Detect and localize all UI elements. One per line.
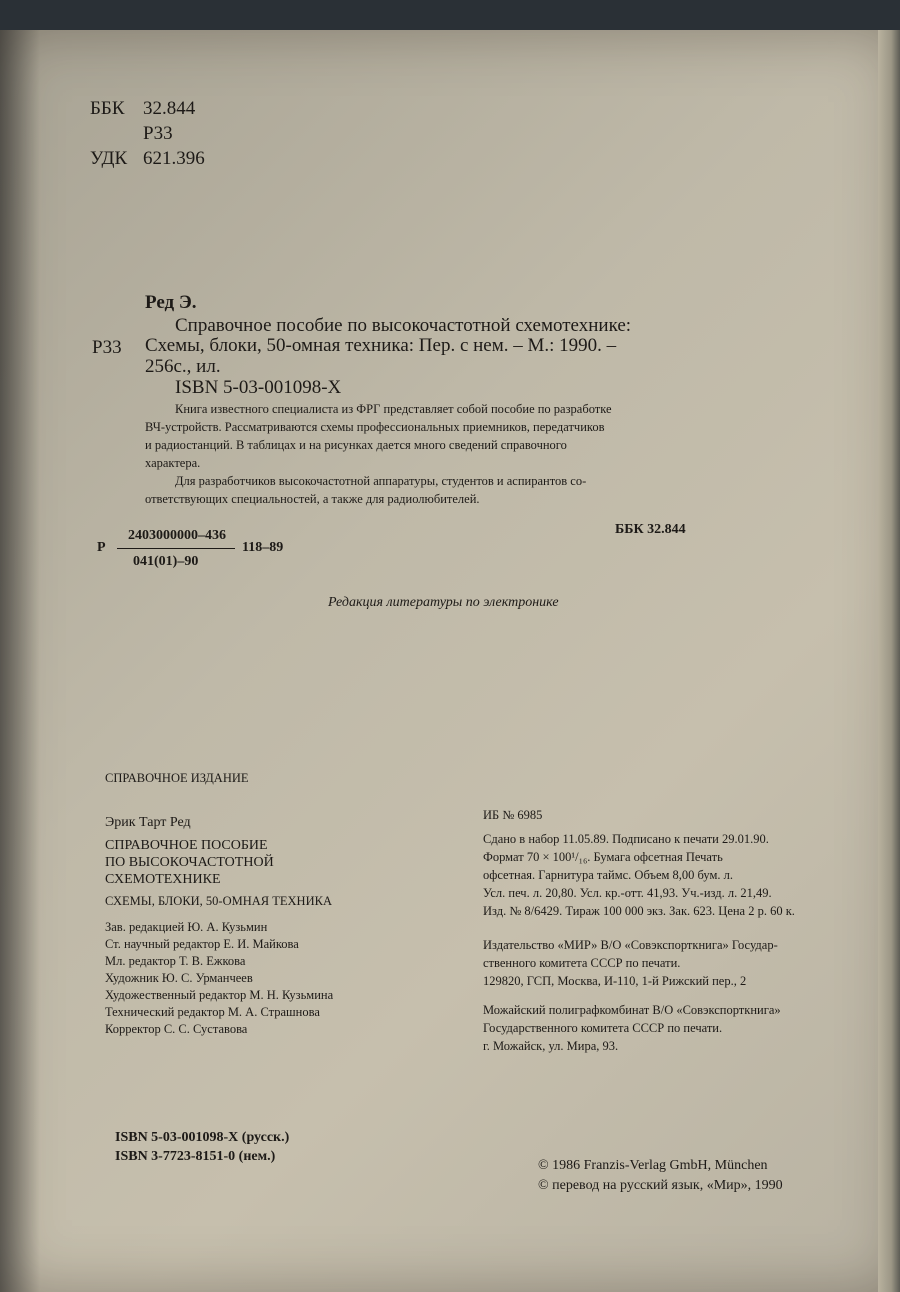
annotation-line: и радиостанций. В таблицах и на рисунках дается много сведений справочного	[145, 438, 567, 452]
title-caps-line: ПО ВЫСОКОЧАСТОТНОЙ	[105, 855, 274, 870]
formula-denominator: 041(01)–90	[133, 554, 199, 569]
copyright-original: © 1986 Franzis-Verlag GmbH, München	[538, 1158, 768, 1173]
print-detail-line: Усл. печ. л. 20,80. Усл. кр.-отт. 41,93. Уч.-изд. л. 21,49.	[483, 886, 772, 900]
printer-line: Государственного комитета СССР по печати.	[483, 1021, 723, 1035]
ib-number: ИБ № 6985	[483, 808, 543, 822]
formula-fraction-line	[117, 548, 235, 549]
print-detail-line: Изд. № 8/6429. Тираж 100 000 экз. Зак. 623. Цена 2 р. 60 к.	[483, 904, 795, 918]
print-detail-line: офсетная. Гарнитура таймс. Объем 8,00 бум. л.	[483, 868, 734, 882]
annotation-line: ВЧ-устройств. Рассматриваются схемы профессиональных приемников, передатчиков	[145, 420, 605, 434]
print-detail-line: Формат 70 × 100¹/₁₆. Бумага офсетная Печать	[483, 850, 723, 864]
copyright-translation: © перевод на русский язык, «Мир», 1990	[538, 1178, 783, 1193]
printer-line: г. Можайск, ул. Мира, 93.	[483, 1039, 619, 1053]
subtitle-caps: СХЕМЫ, БЛОКИ, 50-ОМНАЯ ТЕХНИКА	[105, 894, 332, 908]
staff-line: Зав. редакцией Ю. А. Кузьмин	[105, 920, 268, 934]
annotation-line: Для разработчиков высокочастотной аппаратуры, студентов и аспирантов со-	[175, 474, 587, 488]
formula-letter: Р	[97, 540, 106, 555]
print-detail-line: Сдано в набор 11.05.89. Подписано к печати 29.01.90.	[483, 832, 769, 846]
annotation-line: ответствующих специальностей, а также для радиолюбителей.	[145, 492, 480, 506]
title-caps-line: СПРАВОЧНОЕ ПОСОБИЕ	[105, 838, 268, 853]
staff-line: Корректор С. С. Суставова	[105, 1022, 248, 1036]
card-author: Ред Э.	[145, 292, 197, 313]
staff-line: Художник Ю. С. Урманчеев	[105, 971, 253, 985]
staff-line: Мл. редактор Т. В. Ежкова	[105, 954, 246, 968]
udk-code: 621.396	[143, 148, 205, 169]
author-full: Эрик Тарт Ред	[105, 815, 191, 830]
book-page	[0, 30, 900, 1292]
formula-numerator: 2403000000–436	[128, 528, 226, 543]
staff-line: Ст. научный редактор Е. И. Майкова	[105, 937, 299, 951]
annotation-line: Книга известного специалиста из ФРГ представляет собой пособие по разработке	[175, 402, 612, 416]
staff-line: Технический редактор М. А. Страшнова	[105, 1005, 320, 1019]
card-title-line2: Схемы, блоки, 50-омная техника: Пер. с нем. – М.: 1990. –	[145, 335, 617, 356]
publisher-line: ственного комитета СССР по печати.	[483, 956, 681, 970]
card-title-line3: 256с., ил.	[145, 356, 221, 377]
formula-suffix: 118–89	[242, 540, 284, 555]
publisher-line: Издательство «МИР» В/О «Совэкспорткнига» Государ-	[483, 938, 778, 952]
udk-label: УДК	[90, 148, 128, 169]
bbk-code: 32.844	[143, 98, 196, 119]
staff-line: Художественный редактор М. Н. Кузьмина	[105, 988, 334, 1002]
isbn-russian: ISBN 5-03-001098-Х (русск.)	[115, 1130, 290, 1145]
bbk-right: ББК 32.844	[615, 522, 686, 537]
page-edge	[878, 30, 900, 1292]
printer-line: Можайский полиграфкомбинат В/О «Совэкспорткнига»	[483, 1003, 781, 1017]
author-mark: Р33	[143, 123, 173, 144]
editorial-note: Редакция литературы по электронике	[328, 595, 559, 610]
card-isbn: ISBN 5-03-001098-Х	[175, 377, 342, 398]
bbk-label: ББК	[90, 98, 125, 119]
page-fold-shadow	[0, 30, 40, 1292]
card-title-line1: Справочное пособие по высокочастотной схемотехнике:	[175, 315, 632, 336]
title-caps-line: СХЕМОТЕХНИКЕ	[105, 872, 221, 887]
card-mark: Р33	[92, 337, 122, 358]
edition-type: СПРАВОЧНОЕ ИЗДАНИЕ	[105, 771, 249, 785]
isbn-german: ISBN 3-7723-8151-0 (нем.)	[115, 1149, 276, 1164]
annotation-line: характера.	[145, 456, 201, 470]
publisher-line: 129820, ГСП, Москва, И-110, 1-й Рижский пер., 2	[483, 974, 747, 988]
